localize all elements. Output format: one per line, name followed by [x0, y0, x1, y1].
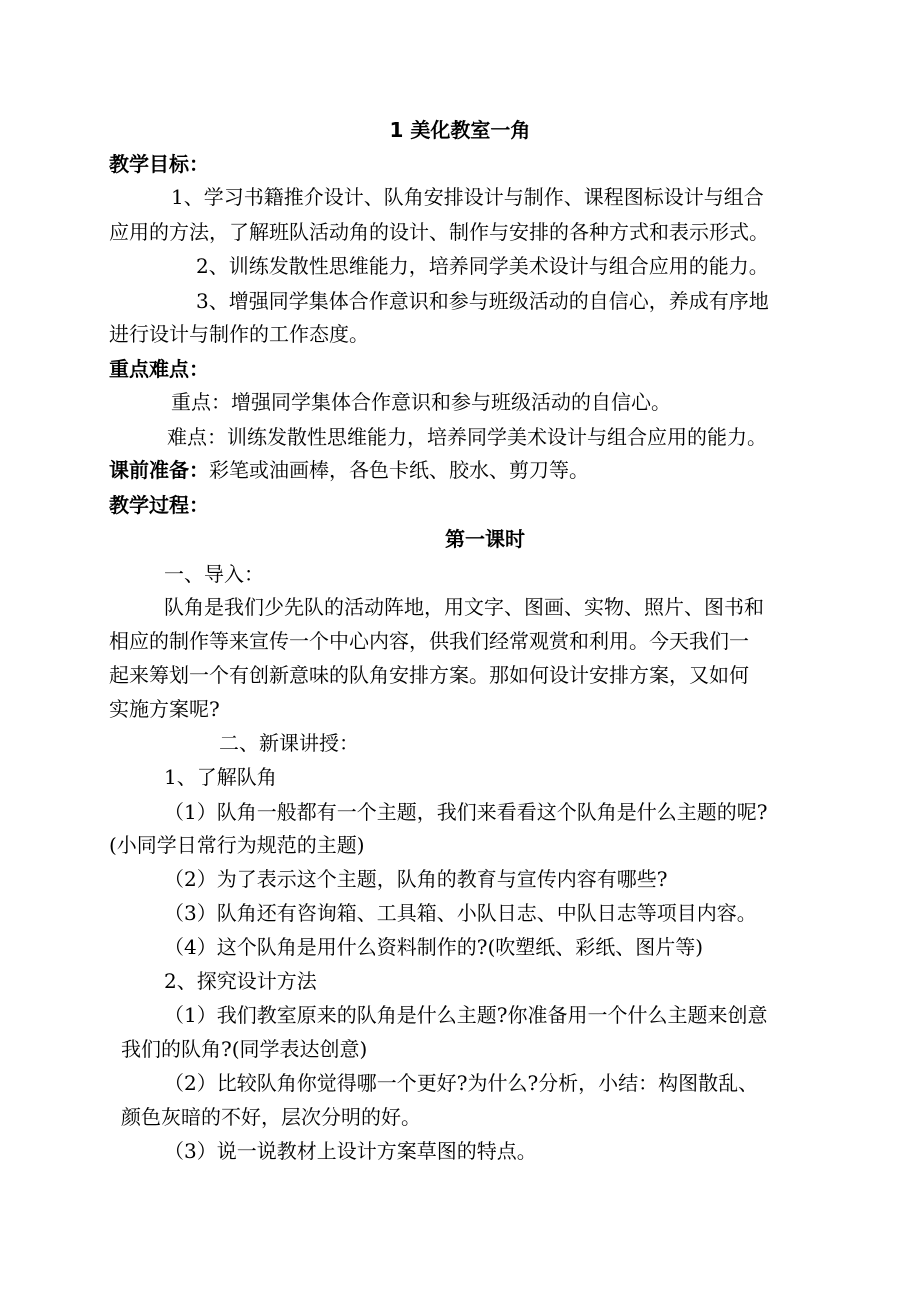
section-1-item-2: （2）为了表示这个主题，队角的教育与宣传内容有哪些? [164, 867, 668, 891]
section-2-item-2-line-1: （2）比较队角你觉得哪一个更好?为什么?分析，小结：构图散乱、 [164, 1071, 759, 1095]
objective-3-line-1: 3、增强同学集体合作意识和参与班级活动的自信心，养成有序地 [196, 289, 769, 313]
intro-paragraph-line-3: 起来筹划一个有创新意味的队角安排方案。那如何设计安排方案，又如何 [109, 663, 749, 687]
preparation-line [109, 458, 589, 482]
section-2-item-3: （3）说一说教材上设计方案草图的特点。 [164, 1139, 537, 1163]
new-lesson-heading: 二、新课讲授： [219, 731, 359, 755]
objective-3-line-2: 进行设计与制作的工作态度。 [109, 322, 369, 346]
section-1-item-1-line-2: (小同学日常行为规范的主题) [109, 833, 365, 857]
key-points-heading: 重点难点： [109, 357, 209, 381]
intro-paragraph-line-1: 队角是我们少先队的活动阵地，用文字、图画、实物、照片、图书和 [164, 595, 764, 619]
intro-paragraph-line-2: 相应的制作等来宣传一个中心内容，供我们经常观赏和利用。今天我们一 [109, 629, 749, 653]
objective-1-line-2: 应用的方法，了解班队活动角的设计、制作与安排的各种方式和表示形式。 [109, 220, 769, 244]
key-point: 重点：增强同学集体合作意识和参与班级活动的自信心。 [171, 390, 671, 414]
section-1-item-3: （3）队角还有咨询箱、工具箱、小队日志、中队日志等项目内容。 [164, 901, 757, 925]
section-2-heading: 2、探究设计方法 [164, 969, 317, 993]
objective-1-line-1: 1、学习书籍推介设计、队角安排设计与制作、课程图标设计与组合 [171, 185, 764, 209]
process-heading: 教学过程： [109, 493, 209, 517]
preparation-text: 彩笔或油画棒，各色卡纸、胶水、剪刀等。 [209, 458, 589, 482]
objectives-heading: 教学目标： [109, 152, 209, 176]
intro-paragraph-line-4: 实施方案呢? [109, 697, 220, 721]
preparation-heading: 课前准备： [109, 458, 209, 482]
objective-2: 2、训练发散性思维能力，培养同学美术设计与组合应用的能力。 [196, 254, 769, 278]
section-1-item-4: （4）这个队角是用什么资料制作的?(吹塑纸、彩纸、图片等) [164, 935, 704, 959]
page-title: 1 美化教室一角 [389, 118, 531, 142]
section-2-item-1-line-2: 我们的队角?(同学表达创意) [121, 1037, 368, 1061]
intro-heading: 一、导入： [164, 562, 264, 586]
section-1-item-1-line-1: （1）队角一般都有一个主题，我们来看看这个队角是什么主题的呢? [164, 800, 768, 824]
difficult-point: 难点：训练发散性思维能力，培养同学美术设计与组合应用的能力。 [167, 425, 767, 449]
section-2-item-2-line-2: 颜色灰暗的不好，层次分明的好。 [121, 1105, 421, 1129]
section-2-item-1-line-1: （1）我们教室原来的队角是什么主题?你准备用一个什么主题来创意 [164, 1003, 768, 1027]
section-1-heading: 1、了解队角 [164, 765, 277, 789]
lesson-title: 第一课时 [445, 527, 525, 551]
